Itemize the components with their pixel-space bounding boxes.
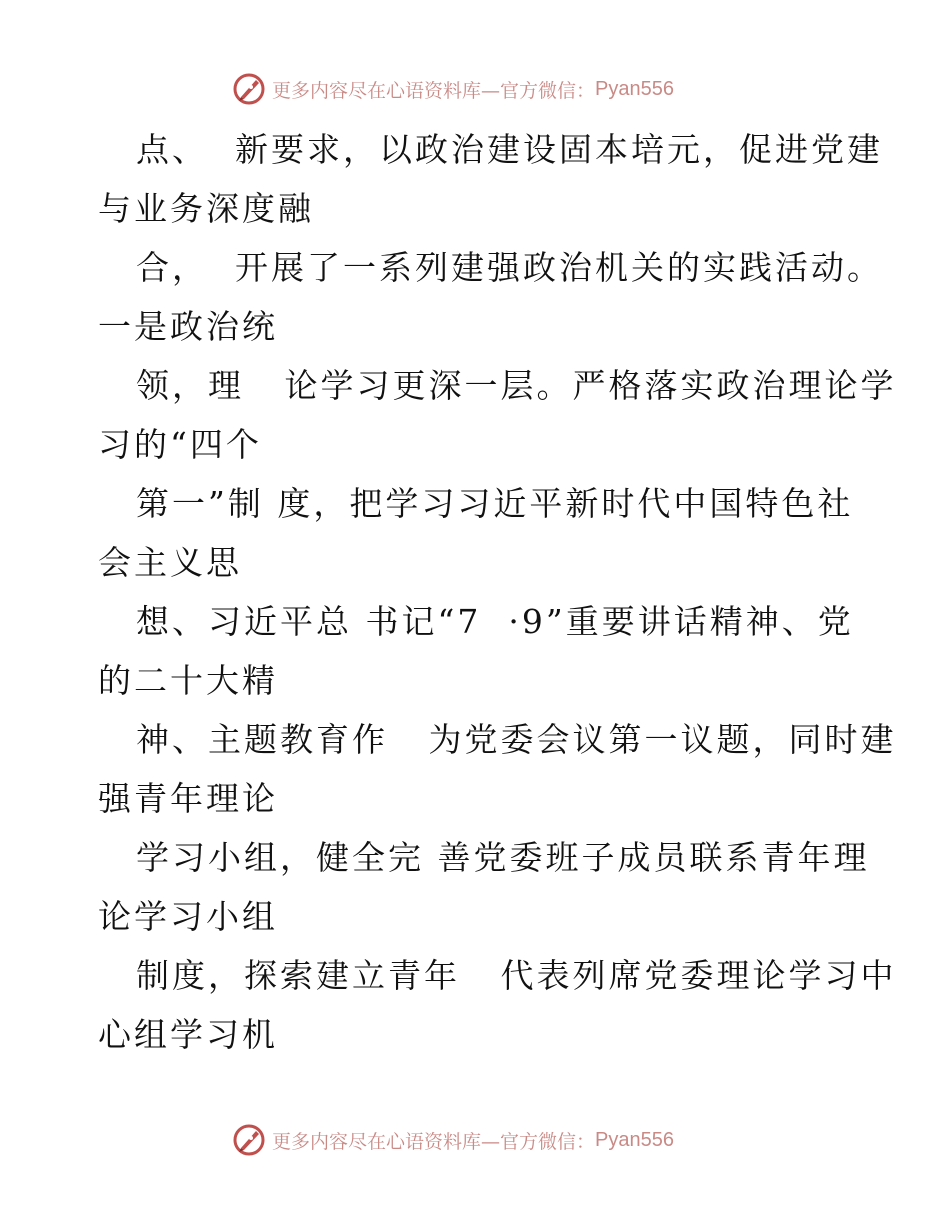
text-line: 习的“四个 <box>98 425 262 464</box>
document-body <box>98 120 897 1064</box>
text-line: 论学习小组 <box>98 897 278 936</box>
text-line: 的二十大精 <box>98 661 278 700</box>
text-line: 第一”制 度，把学习习近平新时代中国特色社 <box>136 484 854 523</box>
banner-text: 更多内容尽在心语资料库—官方微信： <box>272 79 596 102</box>
text-line: 心组学习机 <box>98 1015 278 1054</box>
text-line: 领，理 论学习更深一层。严格落实政治理论学 <box>136 366 897 405</box>
banner-handle: Pyan556 <box>595 77 674 100</box>
text-line: 会主义思 <box>98 543 242 582</box>
header-banner <box>232 72 674 106</box>
banner-handle: Pyan556 <box>595 1128 674 1151</box>
text-line: 制度，探索建立青年 代表列席党委理论学习中 <box>136 956 897 995</box>
text-line: 神、主题教育作 为党委会议第一议题，同时建 <box>136 720 897 759</box>
text-line: 学习小组，健全完 善党委班子成员联系青年理 <box>136 838 870 877</box>
text-line: 想、习近平总 书记“7 ·9”重要讲话精神、党 <box>136 602 854 641</box>
banner-text: 更多内容尽在心语资料库—官方微信： <box>272 1130 596 1153</box>
footer-banner <box>232 1123 674 1157</box>
pen-logo-icon <box>232 72 266 106</box>
text-line: 一是政治统 <box>98 307 278 346</box>
text-line: 点、 新要求，以政治建设固本培元，促进党建 <box>136 130 883 169</box>
text-line: 强青年理论 <box>98 779 278 818</box>
text-line: 与业务深度融 <box>98 189 314 228</box>
pen-logo-icon <box>232 1123 266 1157</box>
text-line: 合， 开展了一系列建强政治机关的实践活动。 <box>136 248 883 287</box>
